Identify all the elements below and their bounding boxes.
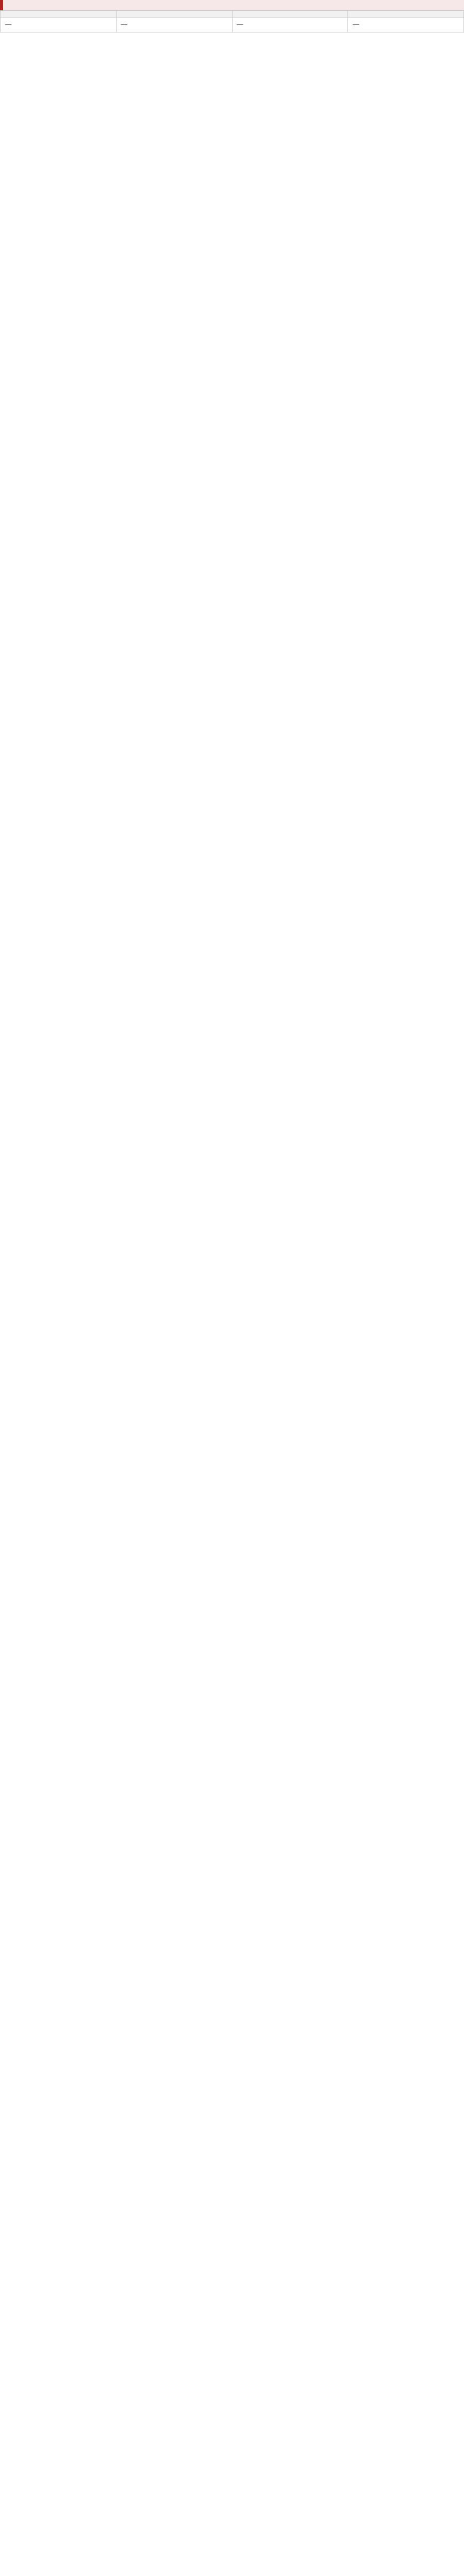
col-class-header bbox=[232, 11, 348, 18]
col-code-header bbox=[1, 11, 117, 18]
col-plan-header bbox=[348, 11, 464, 18]
section-1 bbox=[0, 0, 464, 32]
col-name-header bbox=[116, 11, 232, 18]
table-header bbox=[1, 11, 464, 18]
cell: — bbox=[232, 18, 348, 32]
plan-table bbox=[0, 10, 464, 32]
table-row bbox=[1, 18, 464, 32]
cell: — bbox=[1, 18, 117, 32]
cell: — bbox=[116, 18, 232, 32]
section-title bbox=[0, 0, 464, 10]
cell: — bbox=[348, 18, 464, 32]
